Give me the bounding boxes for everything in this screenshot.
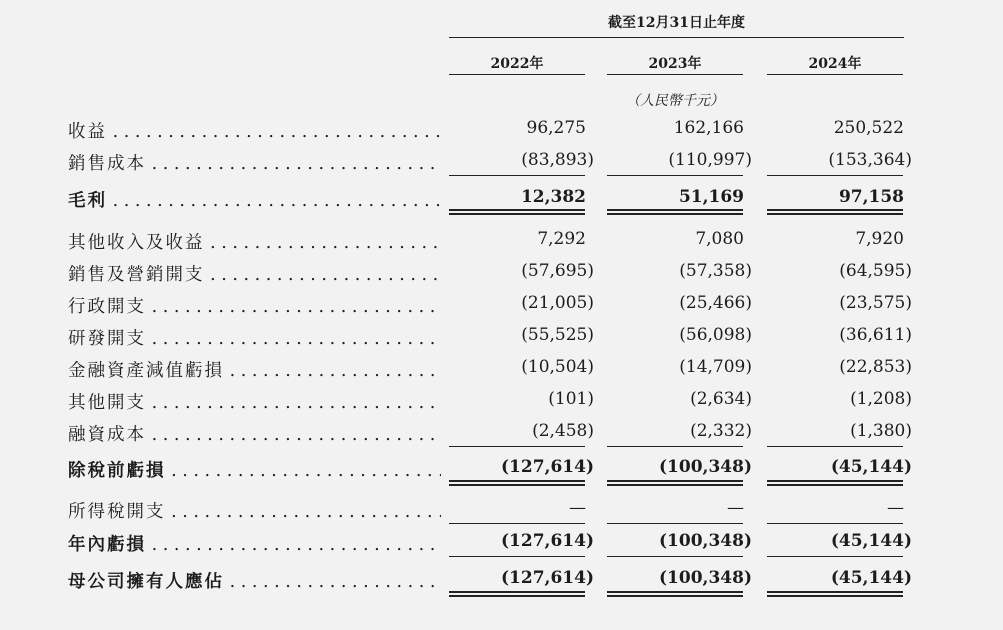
row-revenue [0, 118, 1003, 144]
period-header: 截至12月31日止年度 [608, 15, 745, 31]
value-2023: — [727, 498, 744, 518]
value-2023: (14,709) [679, 357, 752, 377]
value-2022: 96,275 [526, 118, 586, 138]
year-header-2022: 2022年 [490, 56, 544, 72]
row-label: 其他收入及收益 . . . [68, 229, 441, 254]
value-2022: (57,695) [521, 261, 594, 281]
total-double-rule [449, 209, 585, 215]
value-2024: (1,380) [850, 421, 912, 441]
subtotal-rule [449, 556, 585, 557]
total-double-rule [607, 591, 743, 597]
subtotal-rule [607, 556, 743, 557]
value-2023: (56,098) [679, 325, 752, 345]
value-2023: 162,166 [673, 118, 744, 138]
row-label: 銷售及營銷開支 . . . [68, 261, 441, 286]
value-2022: (83,893) [521, 150, 594, 170]
row-label: 銷售成本 . . . [68, 150, 441, 175]
value-2024: (36,611) [839, 325, 912, 345]
value-2024: (1,208) [850, 389, 912, 409]
row-other-income [0, 229, 1003, 255]
row-label: 其他開支 . . . [68, 389, 441, 414]
year-header-2023: 2023年 [648, 56, 702, 72]
year-rule-2023 [607, 74, 743, 75]
value-2024: (45,144) [830, 457, 912, 477]
value-2022: (10,504) [521, 357, 594, 377]
value-2024: (45,144) [830, 531, 912, 551]
value-2024: (22,853) [839, 357, 912, 377]
row-label: 融資成本 . . . [68, 421, 441, 446]
value-2024: 7,920 [855, 229, 904, 249]
value-2022: (127,614) [501, 568, 594, 588]
value-2024: (153,364) [828, 150, 912, 170]
row-label: 母公司擁有人應佔 . . . [68, 568, 441, 593]
total-double-rule [607, 209, 743, 215]
subtotal-rule [449, 446, 585, 447]
value-2023: (100,348) [659, 457, 752, 477]
value-2022: 7,292 [537, 229, 586, 249]
value-2023: (100,348) [659, 568, 752, 588]
value-2022: 12,382 [520, 187, 586, 207]
value-2024: — [887, 498, 904, 518]
subtotal-rule [607, 175, 743, 176]
value-2024: (64,595) [839, 261, 912, 281]
row-label: 收益 . . . [68, 118, 441, 143]
value-2023: (2,634) [690, 389, 752, 409]
row-label: 毛利 . . . [68, 187, 441, 212]
total-double-rule [607, 480, 743, 486]
value-2022: (21,005) [521, 293, 594, 313]
row-cost-of-sales [0, 150, 1003, 176]
subtotal-rule [449, 175, 585, 176]
year-rule-2024 [767, 74, 903, 75]
row-label: 所得稅開支 . . . [68, 498, 441, 523]
value-2024: (45,144) [830, 568, 912, 588]
value-2022: (55,525) [521, 325, 594, 345]
unit-label: （人民幣千元） [626, 93, 724, 109]
subtotal-rule [449, 523, 585, 524]
value-2023: 51,169 [678, 187, 744, 207]
row-finance-costs [0, 421, 1003, 447]
total-double-rule [449, 480, 585, 486]
year-rule-2022 [449, 74, 585, 75]
total-double-rule [767, 209, 903, 215]
period-rule [449, 37, 904, 38]
row-label: 行政開支 . . . [68, 293, 441, 318]
row-label: 金融資產減值虧損 . . . [68, 357, 441, 382]
year-header-2024: 2024年 [808, 56, 862, 72]
subtotal-rule [767, 523, 903, 524]
total-double-rule [767, 480, 903, 486]
subtotal-rule [767, 175, 903, 176]
row-loss-for-year [0, 531, 1003, 557]
row-selling-expenses [0, 261, 1003, 287]
value-2024: 250,522 [833, 118, 904, 138]
total-double-rule [767, 591, 903, 597]
value-2023: (25,466) [679, 293, 752, 313]
value-2023: (2,332) [690, 421, 752, 441]
value-2023: (100,348) [659, 531, 752, 551]
value-2023: 7,080 [695, 229, 744, 249]
row-other-expenses [0, 389, 1003, 415]
subtotal-rule [607, 446, 743, 447]
row-label: 研發開支 . . . [68, 325, 441, 350]
value-2023: (57,358) [679, 261, 752, 281]
total-double-rule [449, 591, 585, 597]
value-2022: — [569, 498, 586, 518]
value-2023: (110,997) [668, 150, 752, 170]
value-2022: (127,614) [501, 457, 594, 477]
row-label: 年內虧損 . . . [68, 531, 441, 556]
row-rd-expenses [0, 325, 1003, 351]
value-2024: (23,575) [839, 293, 912, 313]
value-2024: 97,158 [838, 187, 904, 207]
value-2022: (127,614) [501, 531, 594, 551]
value-2022: (2,458) [532, 421, 594, 441]
row-impairment-losses [0, 357, 1003, 383]
subtotal-rule [767, 556, 903, 557]
row-income-tax [0, 498, 1003, 524]
value-2022: (101) [548, 389, 594, 409]
subtotal-rule [767, 446, 903, 447]
row-admin-expenses [0, 293, 1003, 319]
subtotal-rule [607, 523, 743, 524]
row-label: 除稅前虧損 . . . [68, 457, 441, 482]
